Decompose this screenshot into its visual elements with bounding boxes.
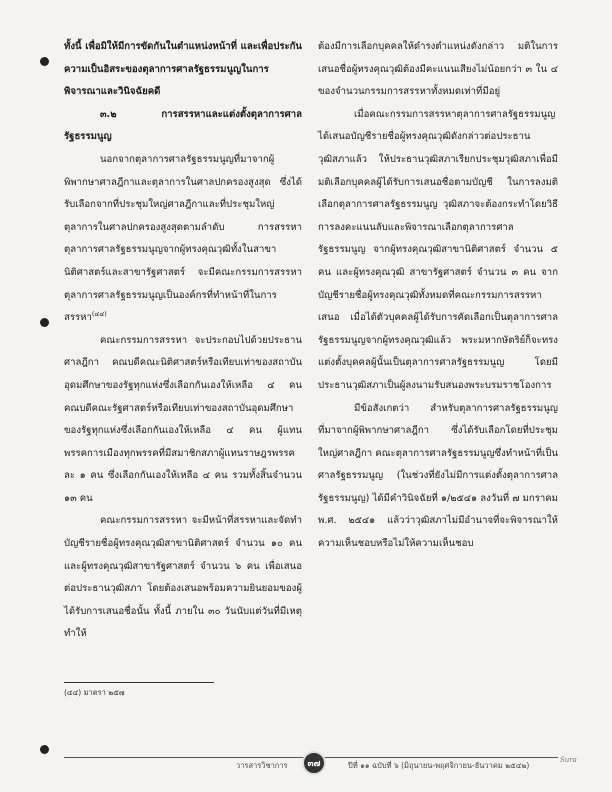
paragraph: มีข้อสังเกตว่า สำหรับตุลาการศาลรัฐธรรมนูญที่มาจากผู้พิพากษาศาลฎีกา ซึ่งได้รับเลือกโดยที่ประชุมใหญ่ศาลฎีกา คณะตุลาการศาลรัฐธรรมนูญซึ่งทำหน้าที่เป็นศาลรัฐธรรมนูญ (ในช่วงที่ยังไม่มีการแต่งตั้งตุลาการศาลรัฐธรรมนูญ) ได้มีคำวินิจฉัยที่ ๑/๒๕๔๑ ลงวันที่ ๗ มกราคม พ.ศ. ๒๕๔๑ แล้วว่าวุฒิสภาไม่มีอำนาจที่จะพิจารณาให้ความเห็นชอบหรือไม่ให้ความเห็นชอบ bbox=[318, 402, 558, 550]
footnote-marker: (๔๔) bbox=[91, 309, 107, 318]
footnote-divider bbox=[64, 682, 214, 683]
journal-name: วารสารวิชาการ bbox=[236, 761, 288, 770]
footnote-ref: (๔๔) bbox=[64, 688, 82, 697]
paragraph: ต้องมีการเลือกบุคคลให้ดำรงตำแหน่งดังกล่าว มติในการเสนอชื่อผู้ทรงคุณวุฒิต้องมีคะแนนเสียงไม่น้อยกว่า ๓ ใน ๔ ของจำนวนกรรมการสรรหาทั้งหมดเท่าที่มีอยู่ bbox=[318, 41, 558, 98]
page-number-badge: ๓๗ bbox=[302, 751, 326, 775]
footnote bbox=[64, 687, 125, 699]
paragraph-text: นอกจากตุลาการศาลรัฐธรรมนูญที่มาจากผู้พิพากษาศาลฎีกาและตุลาการในศาลปกครองสูงสุด ซึ่งได้รับเลือกจากที่ประชุมใหญ่ศาลฎีกาและที่ประชุมใหญ่ตุลาการในศาลปกครองสูงสุดตามลำดับ การสรรหาตุลาการศาลรัฐธรรมนูญจากผู้ทรงคุณวุฒิทั้งในสาขานิติศาสตร์และสาขารัฐศาสตร์ จะมีคณะกรรมการสรรหาตุลาการศาลรัฐธรรมนูญเป็นองค์กรที่ทำหน้าที่ในการสรรหา bbox=[64, 153, 302, 324]
section-number: ๓.๒ bbox=[100, 108, 117, 120]
issue-info: ปีที่ ๑๑ ฉบับที่ ๖ (มิถุนายน-พฤศจิกายน-ธันวาคม ๒๕๔๒) bbox=[348, 761, 530, 770]
paragraph: คณะกรรมการสรรหา จะมีหน้าที่สรรหาและจัดทำบัญชีรายชื่อผู้ทรงคุณวุฒิสาขานิติศาสตร์ จำนวน ๑๐ คน และผู้ทรงคุณวุฒิสาขารัฐศาสตร์ จำนวน ๖ คน เพื่อเสนอต่อประธานวุฒิสภา โดยต้องเสนอพร้อมความยินยอมของผู้ได้รับการเสนอชื่อนั้น ทั้งนี้ ภายใน ๓๐ วันนับแต่วันที่มีเหตุทำให้ bbox=[64, 515, 302, 640]
section-title: การสรรหาและแต่งตั้งตุลาการศาลรัฐธรรมนูญ bbox=[64, 108, 302, 143]
footnote-text: มาตรา ๒๕๗ bbox=[83, 688, 125, 697]
handwritten-mark: Sura bbox=[560, 756, 577, 764]
paragraph: คณะกรรมการสรรหา จะประกอบไปด้วยประธานศาลฎีกา คณบดีคณะนิติศาสตร์หรือเทียบเท่าของสถาบันอุดมศึกษาของรัฐทุกแห่งซึ่งเลือกกันเองให้เหลือ ๔ คน คณบดีคณะรัฐศาสตร์หรือเทียบเท่าของสถาบันอุดมศึกษาของรัฐทุกแห่งซึ่งเลือกกันเองให้เหลือ ๔ คน ผู้แทนพรรคการเมืองทุกพรรคที่มีสมาชิกสภาผู้แทนราษฎรพรรคละ ๑ คน ซึ่งเลือกกันเองให้เหลือ ๔ คน รวมทั้งสิ้นจำนวน ๑๓ คน bbox=[64, 334, 302, 504]
binder-hole-icon bbox=[40, 57, 49, 66]
paragraph: ทั้งนี้ เพื่อมิให้มีการขัดกันในตำแหน่งหน้าที่ และเพื่อประกันความเป็นอิสระของตุลาการศาลรัฐธรรมนูญในการพิจารณาและวินิจฉัยคดี bbox=[64, 41, 302, 98]
binder-hole-icon bbox=[40, 745, 49, 754]
paragraph: เมื่อคณะกรรมการสรรหาตุลาการศาลรัฐธรรมนูญ ได้เสนอบัญชีรายชื่อผู้ทรงคุณวุฒิดังกล่าวต่อประธานวุฒิสภาแล้ว ให้ประธานวุฒิสภาเรียกประชุมวุฒิสภาเพื่อมีมติเลือกบุคคลผู้ได้รับการเสนอชื่อตามบัญชี ในการลงมติเลือกตุลาการศาลรัฐธรรมนูญ วุฒิสภาจะต้องกระทำโดยวิธีการลงคะแนนลับและพิจารณาเลือกตุลาการศาลรัฐธรรมนูญ จากผู้ทรงคุณวุฒิสาขานิติศาสตร์ จำนวน ๕ คน และผู้ทรงคุณวุฒิ สาขารัฐศาสตร์ จำนวน ๓ คน จากบัญชีรายชื่อผู้ทรงคุณวุฒิทั้งหมดที่คณะกรรมการสรรหา เสนอ เมื่อได้ตัวบุคคลผู้ได้รับการคัดเลือกเป็นตุลาการศาลรัฐธรรมนูญจากผู้ทรงคุณวุฒิแล้ว พระมหากษัตริย์ก็จะทรงแต่งตั้งบุคคลผู้นั้นเป็นตุลาการศาลรัฐธรรมนูญ โดยมีประธานวุฒิสภาเป็นผู้ลงนามรับสนองพระบรมราชโองการ bbox=[318, 108, 558, 391]
binder-hole-icon bbox=[40, 318, 49, 327]
right-column bbox=[318, 36, 558, 556]
paragraph bbox=[64, 149, 302, 330]
section-heading bbox=[64, 104, 302, 149]
left-column bbox=[64, 36, 302, 646]
